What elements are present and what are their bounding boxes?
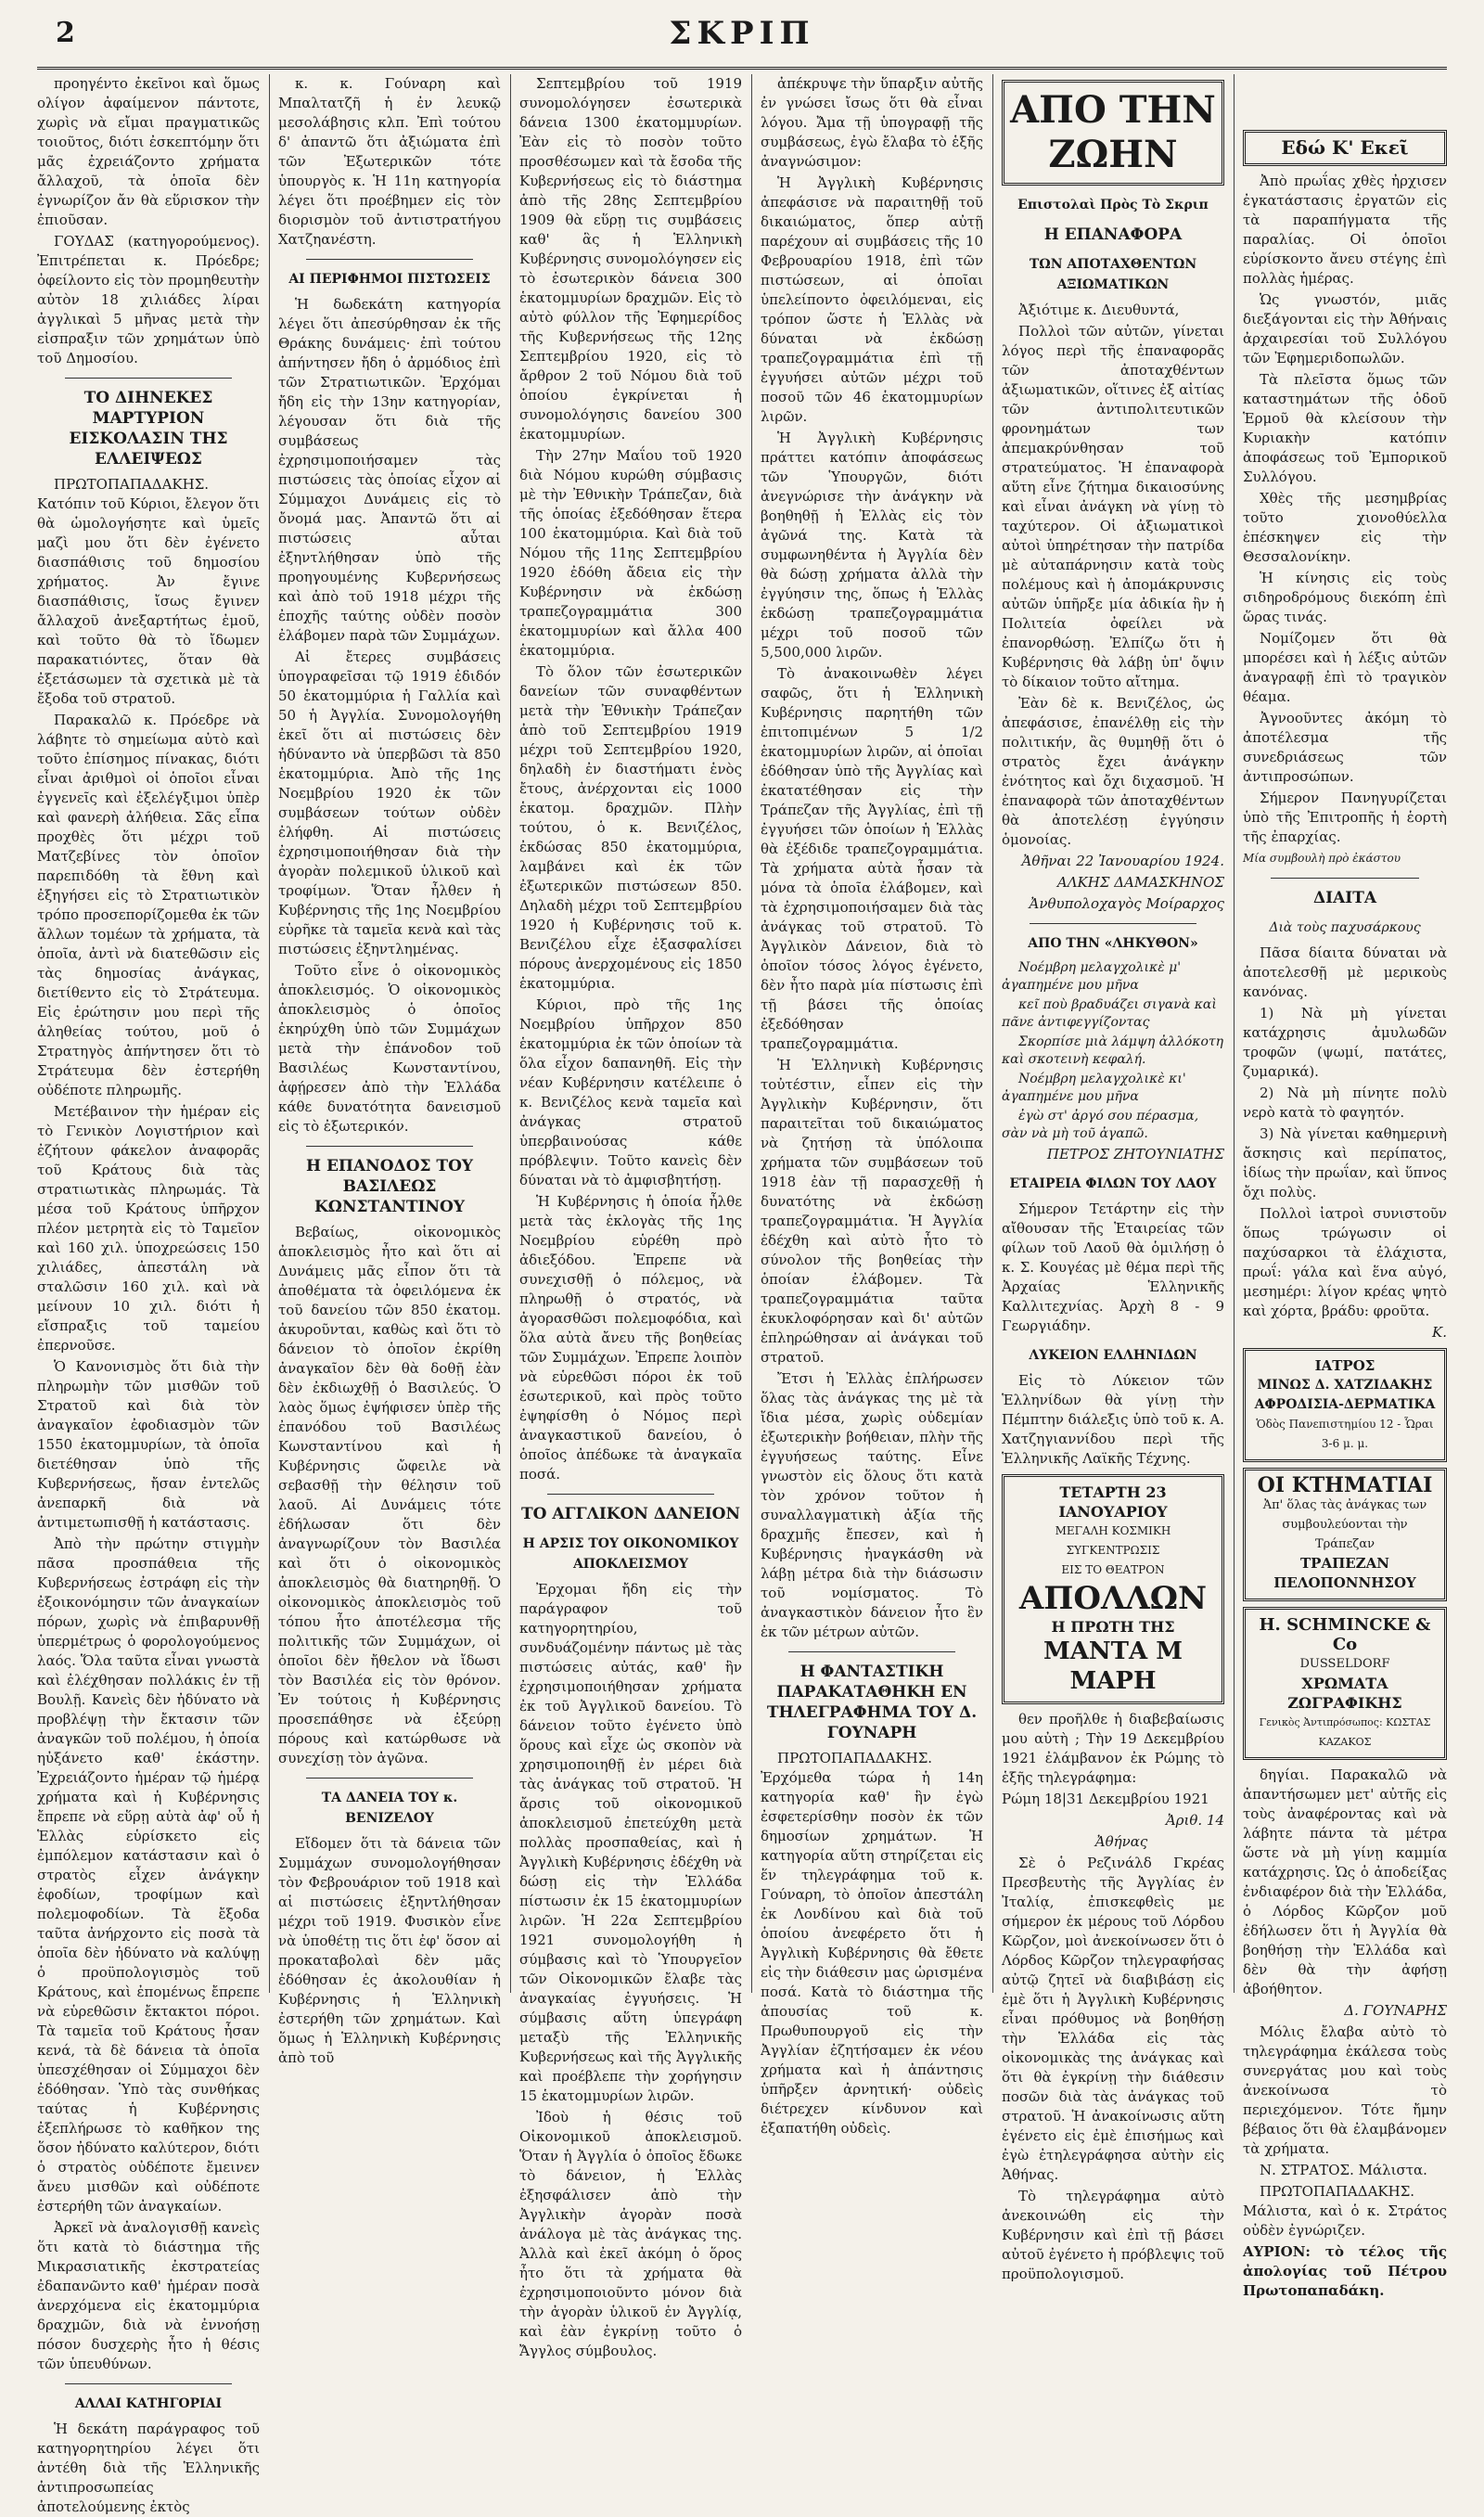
article-text: Ἡ Ἀγγλικὴ Κυβέρνησις πράττει κατόπιν ἀποφάσεως τῶν Ὑπουργῶν, διότι ἀνεγνώρισε τὴν ἀνάγκην νὰ βοηθηθῇ ἡ Ἑλλὰς εἰς τὸν ἀγῶνά της. Κατὰ τὰ συμφωνηθέντα ἡ Ἀγγλία δὲν θὰ δώσῃ χρήματα ἀλλὰ τὴν ἐγγύησιν της, ὅπως ἡ Ἑλλὰς ἐκδώσῃ τραπεζογραμμάτια μέχρι τοῦ ποσοῦ τῶν 5,500,000 λιρῶν.: [761, 430, 983, 661]
signature: Δ. ΓΟΥΝΑΡΗΣ: [1344, 2002, 1447, 2019]
column-1: [37, 74, 260, 2515]
caption: Μία συμβουλὴ πρὸ ἐκάστου: [1243, 852, 1401, 865]
news-item: Νομίζομεν ὅτι θὰ μπορέσει καὶ ἡ λέξις αὐτῶν ἀναγραφῇ ἐπὶ τὸ τραγικὸν θέαμα.: [1243, 630, 1447, 705]
column-rule: [751, 74, 752, 1993]
section-heading: ΤΟ ΑΓΓΛΙΚΟΝ ΔΑΝΕΙΟΝ: [520, 1505, 741, 1523]
ad-subtitle: ΜΕΓΑΛΗ ΚΟΣΜΙΚΗ ΣΥΓΚΕΝΤΡΩΣΙΣ: [1055, 1524, 1171, 1557]
article-text: Σήμερον Τετάρτην εἰς τὴν αἴθουσαν τῆς Ἑταιρείας τῶν φίλων τοῦ Λαοῦ θὰ ὁμιλήσῃ ὁ κ. Σ. Κουγέας μὲ θέμα περὶ τῆς Ἀρχαίας Ἑλληνικῆς Καλλιτεχνίας. Ἀρχὴ 8 - 9 Γεωργιάδην.: [1002, 1201, 1224, 1334]
dateline: Ρώμη 18|31 Δεκεμβρίου 1921: [1002, 1791, 1209, 1807]
doctor-address: Ὁδὸς Πανεπιστημίου 12 - Ὧραι 3-6 μ. μ.: [1256, 1418, 1434, 1450]
doctor-specialty: ΑΦΡΟΔΙΣΙΑ-ΔΕΡΜΑΤΙΚΑ: [1254, 1397, 1436, 1412]
article-text: Σὲ ὁ Ρεζινάλδ Γκρέας Πρεσβευτὴς τῆς Ἀγγλίας ἐν Ἰταλίᾳ, ἐπισκεφθεὶς με σήμερον ἐκ μέρους τοῦ Λόρδου Κῶρζον, μοὶ ἀνεκοίνωσεν ὅτι ὁ Λόρδος Κῶρζον τηλεγραφήσας αὐτῷ ζητεῖ νὰ διαβιβάσῃ εἰς ἐμὲ ὅτι ἡ Ἀγγλικὴ Κυβέρνησις εἶναι πρόθυμος νὰ βοηθήσῃ τὴν Ἑλλάδα εἰς τὰς οἰκονομικὰς της ἀνάγκας καὶ ὅτι θὰ ἐγκρίνῃ τὴν διάθεσιν ποσῶν διὰ τὰς ἀνάγκας τοῦ στρατοῦ. Ἡ ἀνακοίνωσις αὕτη ἐγένετο εἰς ἐμὲ ἐπισήμως καὶ ἐγὼ ἐτηλεγράφησα αὐτὴν εἰς Ἀθήνας.: [1002, 1855, 1224, 2183]
news-box: [1243, 130, 1447, 166]
article-text: Τὸ ὅλον τῶν ἐσωτερικῶν δανείων τῶν συναφθέντων μετὰ τὴν Ἐθνικὴν Τράπεζαν ἀπὸ τοῦ Σεπτεμβρίου 1919 μέχρι τοῦ Σεπτεμβρίου 1920, δηλαδὴ ἐν διαστήματι ἑνὸς ἔτους, ἀνέρχονται εἰς 1000 ἑκατομ. δραχμῶν. Πλὴν τούτου, ὁ κ. Βενιζέλος, ἐκδώσας 850 ἑκατομμύρια, λαμβάνει καὶ ἐκ τῶν ἐξωτερικῶν πιστώσεων 850. Δηλαδὴ μέχρι τοῦ Σεπτεμβρίου 1920 ἡ Κυβέρνησις τοῦ κ. Βενιζέλου εἶχε ἐξασφαλίσει πόρους ἀνερχομένους εἰς 1850 ἑκατομμύρια.: [519, 663, 742, 992]
poet-name: ΠΕΤΡΟΣ ΖΗΤΟΥΝΙΑΤΗΣ: [1046, 1146, 1224, 1162]
letter-signature: ΑΛΚΗΣ ΔΑΜΑΣΚΗΝΟΣ: [1056, 874, 1224, 891]
article-text: Εἴδομεν ὅτι τὰ δάνεια τῶν Συμμάχων συνομολογήθησαν τὸν Φεβρουάριον τοῦ 1918 καὶ αἱ πιστώσεις ἐξηντλήθησαν μέχρι τοῦ 1919. Φυσικὸν εἶνε νὰ ὑποθέτῃ τις ὅτι ἐφ' ὅσον αἱ προκαταβολαὶ δὲν μᾶς ἐδόθησαν ἐς ἀκολουθίαν ἡ Κυβέρνησις ἡ Ἑλληνικὴ ἐστερήθη τῶν χρημάτων. Καὶ ὅμως ἡ Ἑλληνικὴ Κυβέρνησις ἀπὸ τοῦ: [278, 1835, 501, 2066]
poem-line: Νοέμβρη μελαγχολικὲ κι' ἀγαπημένε μου μῆνα: [1002, 1072, 1186, 1104]
page-header: [37, 11, 1447, 70]
news-item: Ἀπὸ πρωΐας χθὲς ἠρχισεν ἐγκατάστασις ἐργατῶν εἰς τὰ παραπήγματα τῆς παραλίας. Οἱ ὁποῖοι εὑρίσκοντο ἄνευ στέγης ἐπὶ πολλὰς ἡμέρας.: [1243, 173, 1447, 287]
ad-first: Η ΠΡΩΤΗ ΤΗΣ: [1051, 1618, 1175, 1636]
article-text: Σεπτεμβρίου τοῦ 1919 συνομολόγησεν ἐσωτερικὰ δάνεια 1300 ἑκατομμυρίων. Ἐὰν εἰς τὸ ποσὸν τοῦτο προσθέσωμεν καὶ τὰ ἔσοδα τῆς Κυβερνήσεως εἰς τὸ διάστημα ἀπὸ τῆς 28ης Σεπτεμβρίου 1909 θὰ εὕρῃ τις συμβάσεις καθ' ἃς ἡ Ἑλληνικὴ Κυβέρνησις συνομολόγησεν εἰς τὸ ἐσωτερικὸν δάνεια 300 ἑκατομμυρίων δραχμῶν. Εἰς τὸ αὐτὸ φύλλον τῆς Ἐφημερίδος τῆς Κυβερνήσεως τῆς 12ης Σεπτεμβρίου 1920, εἰς τὸ ἄρθρον 2 τοῦ Νόμου διὰ τοῦ ὁποίου ἐγκρίνεται ἡ συνομολόγησις δανείου 300 ἑκατομμυρίων.: [519, 75, 742, 443]
article-text: Ἡ Κυβέρνησις ἡ ὁποία ἦλθε μετὰ τὰς ἐκλογὰς τῆς 1ης Νοεμβρίου εὑρέθη πρὸ ἀδιεξόδου. Ἐπρεπε νὰ συνεχισθῇ ὁ πόλεμος, νὰ πληρωθῇ ὁ στρατός, νὰ ἀγορασθῶσι πολεμοφόδια, καὶ ὅλα αὐτὰ ἄνευ τῆς βοηθείας τῶν Συμμάχων. Ἐπρεπε λοιπὸν νὰ εὑρεθῶσι πόροι ἐκ τοῦ ἐσωτερικοῦ, καὶ πρὸς τοῦτο ἐψηφίσθη ὁ Νόμος περὶ ἀναγκαστικοῦ δανείου, ὁ ὁποῖος ἀπέδωκε τὰ ἀναγκαῖα ποσά.: [519, 1193, 742, 1483]
article-text: Παρακαλῶ κ. Πρόεδρε νὰ λάβητε τὸ σημείωμα αὐτὸ καὶ τοῦτο ἐπίσημος πίνακας, διότι εἶναι ἀριθμοὶ οἱ ὁποῖοι εἶναι ἐγγενεῖς καὶ ἐξελέγξιμοι ὑπὲρ καὶ φανερὴ ἀλήθεια. Σᾶς εἶπα προχθὲς ὅτι μέχρι τοῦ Ματζεβίνες τὸν ὁποῖον παρεπιδόθη τὰ ἔθνη καὶ ἐξηγήσει εἰς τὸ Στρατιωτικὸν τρόπο προσεπορίζομεθα ἐκ τῶν ἄλλων τομέων τὰ χρήματα, τὰ ὁποῖα, ἀντὶ νὰ διατεθῶσιν εἰς τὰς δημοσίας ἀνάγκας, διετίθεντο εἰς τὸ Στράτευμα. Εἰς ἐρώτησιν μου περὶ τῆς ἀληθείας τούτου, μοῦ ὁ Στρατηγὸς ἀπήντησεν ὅτι τὸ Στράτευμα δὲν ἐστερήθη οὐδέποτε πληρωμῆς.: [37, 712, 260, 1098]
section-heading: ΛΥΚΕΙΟΝ ΕΛΛΗΝΙΔΩΝ: [1029, 1348, 1197, 1363]
article-text: Τὸ ἀνακοινωθὲν λέγει σαφῶς, ὅτι ἡ Ἑλληνικὴ Κυβέρνησις παρητήθη τῶν ἐπιτοπιμένων 5 1/2 ἑκατομμυρίων λιρῶν, αἱ ὁποῖαι ἐδόθησαν ὑπὸ τῆς Ἀγγλίας καὶ ἐκατατέθησαν εἰς τὴν Τράπεζαν τῆς Ἀγγλίας, ἐπὶ τῇ ἐγγυήσει τῶν ὁποίων ἡ Ἑλλὰς θὰ ἐξέδιδε τραπεζογραμμάτια. Τὰ χρήματα αὐτὰ ἦσαν τὰ μόνα τὰ ὁποῖα ἐλάβομεν, καὶ τὰ ἐχρησιμοποιήσαμεν διὰ τὰς ἀνάγκας τοῦ στρατοῦ. Τὸ Ἀγγλικὸν Δάνειον, διὰ τὸ ὁποῖον τόσος λόγος ἐγένετο, δὲν ἦτο παρὰ μία πίστωσις ἐπὶ τῇ βάσει τῆς ὁποίας ἐξεδόθησαν τραπεζογραμμάτια.: [761, 665, 983, 1052]
article-text: Τὴν 27ην Μαΐου τοῦ 1920 διὰ Νόμου κυρώθη σύμβασις μὲ τὴν Ἐθνικὴν Τράπεζαν, διὰ τῆς ὁποίας ἐξεδόθησαν ἕτερα 100 ἑκατομμύρια. Καὶ διὰ τοῦ Νόμου τῆς 11ης Σεπτεμβρίου 1920 ἐδόθη ἄδεια εἰς τὴν Κυβέρνησιν νὰ ἐκδώσῃ τραπεζογραμμάτια 300 ἑκατομμυρίων καὶ ἄλλα 400 ἑκατομμύρια.: [519, 447, 742, 659]
ad-city: DUSSELDORF: [1299, 1657, 1390, 1671]
section-heading: ΑΠΟ ΤΗΝ «ΛΗΚΥΘΟΝ»: [1028, 936, 1198, 951]
divider: [65, 2383, 232, 2384]
section-subheading: Η ΑΡΣΙΣ ΤΟΥ ΟΙΚΟΝΟΜΙΚΟΥ ΑΠΟΚΛΕΙΣΜΟΥ: [522, 1536, 739, 1572]
article-text: προηγέντο ἐκεῖνοι καὶ ὅμως ολίγον ἀφαίμενον πάντοτε, χωρὶς νὰ εἴμαι πραγματικῶς τοιοῦτος, διότι ἐσκεπτόμην ὅτι μᾶς ἐχρειάζοντο χρήματα ἄλλαχοῦ, τὰ ὁποῖα δὲν ἐγνωρίζον ἄν θὰ εὕρισκον τὴν ἐπιοῦσαν.: [37, 75, 260, 228]
article-text: Ἐρχομαι ἤδη εἰς τὴν παράγραφον τοῦ κατηγορητηρίου, συνδυάζομένην πάντως μὲ τὰς πιστώσεις αὐτάς, καθ' ἣν ἐχρησιμοποιήθησαν χρήματα ἐκ τοῦ Ἀγγλικοῦ δανείου. Τὸ δάνειον τοῦτο ἐγένετο ὑπὸ ὅρους καὶ εἶχε ὡς σκοπὸν νὰ χρησιμοποιηθῇ ἐν μέρει διὰ τὰς ἀνάγκας τοῦ στρατοῦ. Ἡ ἄρσις τοῦ οἰκονομικοῦ ἀποκλεισμοῦ ἐπετεύχθη μετὰ πολλὰς προσπαθείας, καὶ ἡ Ἀγγλικὴ Κυβέρνησις ἐδέχθη νὰ δώσῃ εἰς τὴν Ἑλλάδα πίστωσιν ἐκ 15 ἑκατομμυρίων λιρῶν. Ἡ 22α Σεπτεμβρίου 1921 συνομολογήθη ἡ σύμβασις καὶ τὸ Ὑπουργεῖον τῶν Οἰκονομικῶν ἔλαβε τὰς ἀναγκαίας ἐγγυήσεις. Ἡ σύμβασις αὕτη ὑπεγράφη μεταξὺ τῆς Ἑλληνικῆς Κυβερνήσεως καὶ τῆς Ἀγγλικῆς καὶ προέβλεπε τὴν χορήγησιν 15 ἑκατομμυρίων λιρῶν.: [519, 1581, 742, 2104]
column-rule: [992, 74, 993, 1993]
column-rule: [1234, 74, 1235, 1993]
article-text: Πολλοὶ τῶν αὐτῶν, γίνεται λόγος περὶ τῆς ἐπαναφορᾶς τῶν ἀποταχθέντων ἀξιωματικῶν, οἵτινες ἐξ αἰτίας τῶν ἀντιπολιτευτικῶν φρονημάτων των ἀπεμακρύνθησαν τοῦ στρατεύματος. Ἡ ἐπαναφορὰ αὕτη εἶνε ζήτημα δικαιοσύνης καὶ εἶναι ἀνάγκη νὰ γίνῃ τὸ ταχύτερον. Οἱ ἀξιωματικοὶ αὐτοὶ ὑπηρέτησαν τὴν πατρίδα μὲ αὐταπάρνησιν κατὰ τοὺς πολέμους καὶ ἡ ἀπομάκρυνσις αὐτῶν ὑπῆρξε μία ἀδικία ἣν ἡ Πολιτεία ὀφείλει νὰ ἐπανορθώσῃ. Ἐλπίζω ὅτι ἡ Κυβέρνησις θὰ λάβῃ ὑπ' ὄψιν τὸ δίκαιον τοῦτο αἴτημα.: [1002, 323, 1224, 690]
ad-play: ΜΑΝΤΑ Μ ΜΑΡΗ: [1043, 1637, 1183, 1695]
box-heading: Εδώ Κ' Εκεῖ: [1281, 136, 1409, 159]
section-heading: ΑΛΛΑΙ ΚΑΤΗΓΟΡΙΑΙ: [74, 2396, 223, 2411]
news-item: Ἡ κίνησις εἰς τοὺς σιδηροδρόμους διεκόπη ἐπὶ ὥρας τινάς.: [1243, 570, 1447, 625]
ad-heading: ΙΑΤΡΟΣ: [1314, 1357, 1375, 1374]
letter-signature-title: Ἀνθυπολοχαγὸς Μοίραρχος: [1029, 895, 1224, 912]
paints-ad: [1243, 1607, 1447, 1760]
divider: [306, 259, 473, 260]
section-heading: ΤΑ ΔΑΝΕΙΑ ΤΟΥ κ. ΒΕΝΙΖΕΛΟΥ: [321, 1791, 458, 1826]
column-rule: [269, 74, 270, 1993]
column-rule: [510, 74, 511, 1993]
article-text: Ἔτσι ἡ Ἑλλὰς ἐπλήρωσεν ὅλας τὰς ἀνάγκας της μὲ τὰ ἴδια μέσα, χωρὶς οὐδεμίαν ἐξωτερικὴν βοήθειαν, πλὴν τῆς ἐγγυήσεως ταύτης. Εἶνε γνωστὸν εἰς ὅλους ὅτι κατὰ τὸν χρόνον τοῦτον ἡ συναλλαγματικὴ ἀξία τῆς δραχμῆς ἔπεσεν, καὶ ἡ Κυβέρνησις ἠναγκάσθη νὰ λάβῃ μέτρα διὰ τὴν διάσωσιν τοῦ νομίσματος. Τὸ ἀναγκαστικὸν δάνειον ἦτο ἓν ἐκ τῶν μέτρων αὐτῶν.: [761, 1370, 983, 1640]
divider: [65, 378, 232, 379]
article-text: δηγίαι. Παρακαλῶ νὰ ἀπαντήσωμεν μετ' αὐτῆς εἰς τοὺς ἀναφέροντας καὶ νὰ λάβητε πάντα τὰ μέτρα ὥστε νὰ μὴ γίνῃ καμμία κατάχρησις. Ὡς ὁ ἀποδείξας ἐνδιαφέρον διὰ τὴν Ἑλλάδα, ὁ Λόρδος Κῶρζον μοῦ ἐδήλωσεν ὅτι ἡ Ἀγγλία θὰ βοηθήσῃ τὴν Ἑλλάδα καὶ δὲν θὰ τὴν ἀφήσῃ ἀβοήθητον.: [1243, 1766, 1447, 1997]
article-text: Εἰς τὸ Λύκειον τῶν Ἑλληνίδων θὰ γίνῃ τὴν Πέμπτην διάλεξις ὑπὸ τοῦ κ. Α. Χατζηγιαννίδου περὶ τῆς Ἑλληνικῆς Λαϊκῆς Τέχνης.: [1002, 1372, 1224, 1467]
article-text: Πολλοὶ ἰατροὶ συνιστοῦν ὅπως τρώγωσιν οἱ παχύσαρκοι τὰ ἐλάχιστα, πρωΐ: γάλα καὶ ἕνα αὐγό, μεσημέρι: λίγον κρέας ψητὸ καὶ χόρτα, βράδυ: φροῦτα.: [1243, 1205, 1447, 1319]
article-text: Ἀπὸ τὴν πρώτην στιγμὴν πᾶσα προσπάθεια τῆς Κυβερνήσεως ἐστράφη εἰς τὴν ἐξοικονόμησιν τῶν ἀναγκαίων πόρων, χωρὶς νὰ ἐπιβαρυνθῇ ὑπερμέτρως ὁ φορολογούμενος λαός. Ὅλα ταῦτα εἶναι γνωστὰ καὶ ἐλέχθησαν πολλάκις ἐν τῇ Βουλῇ. Κανεὶς δὲν ἠδύνατο νὰ προβλέψῃ τὴν ἔκτασιν τῶν ἀναγκῶν τοῦ πολέμου, ἡ ὁποία ηὐξάνετο καθ' ἑκάστην. Ἐχρειάζοντο ἡμέραν τῷ ἡμέρᾳ χρήματα καὶ ἡ Κυβέρνησις ἔπρεπε νὰ εὕρῃ αὐτὰ ἀφ' οὗ ἡ Ἑλλὰς εὑρίσκετο εἰς ἐμπόλεμον κατάστασιν καὶ ὁ στρατὸς εἶχεν ἀνάγκην ἐφοδίων, τροφίμων καὶ πολεμοφοδίων. Τὰ ἔξοδα ταῦτα ἀνήρχοντο εἰς ποσὰ τὰ ὁποῖα δὲν ἠδύνατο νὰ καλύψῃ ὁ προϋπολογισμὸς τοῦ Κράτους, καὶ ἐπομένως ἔπρεπε νὰ εὑρεθῶσιν ἔκτακτοι πόροι. Τὰ ταμεῖα τοῦ Κράτους ἦσαν κενά, τὰ δὲ δάνεια τὰ ὁποῖα ὑπεσχέθησαν οἱ Σύμμαχοι δὲν ἐδόθησαν. Ὑπὸ τὰς συνθήκας ταύτας ἡ Κυβέρνησις ἐξεπλήρωσε τὸ καθῆκον της ὅσον ἠδύνατο καλύτερον, διότι ὁ στρατὸς οὐδέποτε ἔμεινεν ἄνευ μισθῶν καὶ οὐδέποτε ἐστερήθη τῶν ἀναγκαίων.: [37, 1535, 260, 2215]
page-number: 2: [56, 17, 75, 49]
article-text: Μόλις ἔλαβα αὐτὸ τὸ τηλεγράφημα ἐκάλεσα τοὺς συνεργάτας μου καὶ τοὺς ἀνεκοίνωσα τὸ περιεχόμενον. Τότε ἤμην βέβαιος ὅτι θὰ ἐλαμβάνομεν τὰ χρήματα.: [1243, 2023, 1447, 2157]
poem-line: Σκορπίσε μιὰ λάμψη ἀλλόκοτη καὶ σκοτεινὴ κεφαλή.: [1002, 1034, 1224, 1067]
divider: [1271, 878, 1419, 879]
article-text: Ἡ δεκάτη παράγραφος τοῦ κατηγορητηρίου λέγει ὅτι ἀντέθη διὰ τῆς Ἑλληνικῆς ἀντιπροσωπείας ἀποτελούμενης ἐκτὸς: [37, 2421, 260, 2515]
poem-line: Νοέμβρη μελαγχολικὲ μ' ἀγαπημένε μου μῆνα: [1002, 960, 1182, 993]
divider: [547, 1494, 714, 1495]
banner-box: [1002, 80, 1224, 186]
ad-theatre: ΑΠΟΛΛΩΝ: [1018, 1580, 1208, 1617]
article-text: ΓΟΥΔΑΣ (κατηγορούμενος). Ἐπιτρέπεται κ. Πρόεδρε; ὀφείλοντο εἰς τὸν προμηθευτὴν αὐτὸν 18 χιλιάδες λίραι ἀγγλικαὶ 5 μῆνας μετὰ τὴν εἰσπραξιν τῶν χρημάτων ὑπὸ τοῦ Δημοσίου.: [37, 233, 260, 366]
article-text: Ἡ Ἀγγλικὴ Κυβέρνησις ἀπεφάσισε νὰ παραιτηθῇ τοῦ δικαιώματος, ὅπερ αὐτῇ παρέχουν αἱ συμβάσεις τῆς 10 Φεβρουαρίου 1918, ἐπὶ τῶν πιστώσεων, αἱ ὁποῖαι ὑπελείποντο ὀφειλόμεναι, εἰς τρόπον ὥστε ἡ Ἑλλὰς νὰ δύναται νὰ ἐκδώσῃ τραπεζογραμμάτια ἐπὶ τῇ ἐγγυήσει αὐτῶν μέχρι τοῦ ποσοῦ τῶν 46 ἑκατομμυρίων λιρῶν.: [761, 174, 983, 425]
article-text: Ἐὰν δὲ κ. Βενιζέλος, ὡς ἀπεφάσισε, ἐπανέλθῃ εἰς τὴν πολιτικήν, ἂς θυμηθῇ ὅτι ὁ στρατὸς ἔχει ἀνάγκην ἐνότητος καὶ ὄχι διχασμοῦ. Ἡ ἐπαναφορὰ τῶν ἀποταχθέντων θὰ ἀποτελέσῃ ἐγγύησιν ὁμονοίας.: [1002, 695, 1224, 848]
news-item: Τὰ πλεῖστα ὅμως τῶν καταστημάτων τῆς ὁδοῦ Ἑρμοῦ θὰ κλείσουν τὴν Κυριακὴν κατόπιν ἀποφάσεως τοῦ Ἐμπορικοῦ Συλλόγου.: [1243, 371, 1447, 485]
news-item: Σήμερον Πανηγυρίζεται ὑπὸ τῆς Ἐπιτροπῆς ἡ ἑορτὴ τῆς ἐπαρχίας.: [1243, 790, 1447, 845]
article-text: Μετέβαινον τὴν ἡμέραν εἰς τὸ Γενικὸν Λογιστήριον καὶ ἐζήτουν φάκελον ἀναφορᾶς τοῦ Κράτους διὰ τὰς στρατιωτικὰς πληρωμάς. Τὰ μέσα τοῦ Κράτους ὑπῆρχον πλέον μετρητὰ εἰς τὸ Ταμεῖον καὶ 160 χιλ. ὑποχρεώσεις 150 χιλιάδες, ἀπεστάλη νὰ σταλῶσιν 160 χιλ. καὶ νὰ μείνουν 10 χιλ. διότι ἡ εἴσπραξις τοῦ ταμείου ἐπερνοῦσε.: [37, 1103, 260, 1354]
article-text: Ὁ Κανονισμὸς ὅτι διὰ τὴν πληρωμὴν τῶν μισθῶν τοῦ Στρατοῦ καὶ διὰ τὸν ἀναγκαῖον ἐφοδιασμὸν τῶν 1550 ἑκατομμυρίων, τὰ ὁποῖα διετέθησαν ὑπὸ τῆς Κυβερνήσεως, ἤσαν ἐντελῶς ἀνεπαρκῆ διὰ νὰ ἀντιμετωπισθῇ ἡ κατάστασις.: [37, 1358, 260, 1531]
doctor-ad: [1243, 1348, 1447, 1462]
news-item: Ἀγνοοῦντες ἀκόμη τὸ ἀποτέλεσμα τῆς συνεδριάσεως τῶν ἀντιπροσώπων.: [1243, 710, 1447, 785]
ad-body: Ἀπ' ὅλας τὰς ἀνάγκας των συμβουλεύονται τὴν Τράπεζαν: [1262, 1498, 1427, 1551]
article-text: Τοῦτο εἶνε ὁ οἰκονομικὸς ἀποκλεισμός. Ὁ οἰκονομικὸς ἀποκλεισμὸς ὁ ὁποῖος ἐκηρύχθη ὑπὸ τῶν Συμμάχων μετὰ τὴν ἐπάνοδον τοῦ Βασιλέως Κωνσταντίνου, ἀφῄρεσεν ἀπὸ τὴν Ἑλλάδα κάθε δυνατότητα δανεισμοῦ εἰς τὸ ἐξωτερικόν.: [278, 962, 501, 1135]
section-heading: ΤΟ ΔΙΗΝΕΚΕΣ ΜΑΡΤΥΡΙΟΝ ΕΙΣΚΟΛΑΣΙΝ ΤΗΣ ΕΛΛΕΙΨΕΩΣ: [69, 389, 228, 469]
article-text: Ἀξιότιμε κ. Διευθυντά,: [1018, 302, 1180, 318]
letter-date: Ἀθῆναι 22 Ἰανουαρίου 1924.: [1021, 853, 1224, 869]
article-text: Βεβαίως, οἰκονομικὸς ἀποκλεισμὸς ἦτο καὶ ὅτι αἱ Δυνάμεις μᾶς εἶπον ὅτι τὰ ἀποθέματα τὰ ὀφειλόμενα ἐκ τοῦ δανείου τῶν 850 ἑκατομ. ἀκυροῦνται, καθὼς καὶ ὅτι τὸ δάνειον τὸ ὁποῖον ἐκρίθη ἀναγκαῖον δὲν θὰ δοθῇ ἐὰν δὲν ἐκδιωχθῇ ὁ Βασιλεύς. Ὁ λαὸς ὅμως ἐψήφισεν ὑπὲρ τῆς ἐπανόδου τοῦ Βασιλέως Κωνσταντίνου καὶ ἡ Κυβέρνησις ὤφειλε νὰ σεβασθῇ τὴν θέλησιν τοῦ λαοῦ. Αἱ Δυνάμεις τότε ἐδήλωσαν ὅτι δὲν ἀναγνωρίζουν τὸν Βασιλέα καὶ ὅτι ὁ οἰκονομικὸς ἀποκλεισμὸς θὰ διατηρηθῇ. Ὁ οἰκονομικὸς ἀποκλεισμὸς τοῦ τόπου ἦτο ἀποτέλεσμα τῆς πολιτικῆς τῶν Συμμάχων, οἱ ὁποῖοι δὲν ἤθελον νὰ ἴδωσι τὸν Βασιλέα εἰς τὸν θρόνον. Ἐν τούτοις ἡ Κυβέρνησις προσεπάθησε νὰ ἐξεύρῃ πόρους καὶ κατώρθωσε νὰ συνεχίσῃ τὸν ἀγῶνα.: [278, 1224, 501, 1766]
column-6: [1243, 74, 1447, 2299]
article-text: κ. κ. Γούναρη καὶ Μπαλτατζῆ ἡ ἐν λευκῷ μεσολάβησις κλπ. Ἐπὶ τούτου δ' ἀπαντῶ ὅτι ἀξιώματα ἐπὶ τῶν Ἐξωτερικῶν τότε ὑπουργὸς κ. Ἡ 11η κατηγορία λέγει ὅτι προέβημεν εἰς τὸν διορισμὸν τοῦ ἀντιστρατήγου Χατζηανέστη.: [278, 75, 501, 248]
article-text: 1) Νὰ μὴ γίνεται κατάχρησις ἀμυλωδῶν τροφῶν (ψωμί, πατάτες, ζυμαρικά).: [1243, 1005, 1447, 1080]
ad-bank-name: ΤΡΑΠΕΖΑΝ ΠΕΛΟΠΟΝΝΗΣΟΥ: [1273, 1555, 1416, 1591]
section-heading: Η ΕΠΑΝΑΦΟΡΑ: [1043, 225, 1183, 244]
letters-heading: Επιστολαὶ Πρὸς Τὸ Σκριπ: [1017, 198, 1209, 212]
article-text: Ἀρκεῖ νὰ ἀναλογισθῇ κανεὶς ὅτι κατὰ τὸ διάστημα τῆς Μικρασιατικῆς ἐκστρατείας ἐδαπανῶντο καθ' ἡμέραν ποσὰ ἀνερχόμενα εἰς ἑκατομμύρια δραχμῶν, διὰ νὰ ἐννοήσῃ πόσον δυσχερὴς ἦτο ἡ θέσις τῶν ὑπευθύνων.: [37, 2219, 260, 2372]
article-text: 3) Νὰ γίνεται καθημερινὴ ἄσκησις καὶ περίπατος, ἰδίως τὴν πρωΐαν, καὶ ὕπνος ὄχι πολὺς.: [1243, 1125, 1447, 1201]
article-text: ἀπέκρυψε τὴν ὕπαρξιν αὐτῆς ἐν γνώσει ἴσως ὅτι θὰ εἶναι λόγου. Ἄμα τῇ ὑπογραφῇ τῆς συμβάσεως, ἐγὼ ἔλαβα τὸ ἑξῆς ἀναγνώσιμον:: [761, 75, 983, 170]
ad-date: ΤΕΤΑΡΤΗ 23 ΙΑΝΟΥΑΡΙΟΥ: [1058, 1483, 1168, 1521]
article-text: Κύριοι, πρὸ τῆς 1ης Νοεμβρίου ὑπῆρχον 850 ἑκατομμύρια ἐκ τῶν ὁποίων τὰ ὅλα εἶχον δαπανηθῆ. Εἰς τὴν νέαν Κυβέρνησιν κατέλειπε ὁ κ. Βενιζέλος κενὰ ταμεῖα καὶ ἀνάγκας στρατοῦ ὑπερβαινούσας κάθε πρόβλεψιν. Τοῦτο κανεὶς δὲν δύναται νὰ τὸ ἀμφισβητήσῃ.: [519, 996, 742, 1188]
section-heading: ΔΙΑΙΤΑ: [1312, 889, 1377, 907]
bank-ad: [1243, 1468, 1447, 1601]
doctor-name: ΜΙΝΩΣ Δ. ΧΑΤΖΙΔΑΚΗΣ: [1257, 1378, 1433, 1393]
article-text: θεν προῆλθε ἡ διαβεβαίωσις μου αὐτὴ ; Τὴν 19 Δεκεμβρίου 1921 ἐλάμβανον ἐκ Ρώμης τὸ ἑξῆς τηλεγράφημα:: [1002, 1711, 1224, 1786]
divider: [306, 1778, 473, 1779]
column-3: [519, 74, 742, 2359]
section-subheading: ΤΩΝ ΑΠΟΤΑΧΘΕΝΤΩΝ ΑΞΙΩΜΑΤΙΚΩΝ: [1029, 257, 1197, 292]
article-text: ΠΡΩΤΟΠΑΠΑΔΑΚΗΣ. Κατόπιν τοῦ Κύριοι, ἔλεγον ὅτι θὰ ὡμολογήσητε καὶ ὑμεῖς μαζὶ μου ὅτι δὲν ἐγένετο διασπάθισις τοῦ δημοσίου χρήματος. Ἀν ἔγινε διασπάθισις, ἴσως ἔγινεν ἄλλαχοῦ ἀνεξαρτήτως ἐμοῦ, καὶ τοῦτο θὰ τὸ ἴδωμεν παρακατιόντες, ὅταν θὰ ἐξετάσωμεν τὰ σχετικὰ μὲ τὰ ἔξοδα τοῦ στρατοῦ.: [37, 476, 260, 707]
section-heading: Η ΕΠΑΝΟΔΟΣ ΤΟΥ ΒΑΣΙΛΕΩΣ ΚΩΝΣΤΑΝΤΙΝΟΥ: [305, 1157, 474, 1216]
column-4: [761, 74, 983, 2137]
article-text: Ἡ Ἑλληνικὴ Κυβέρνησις τοὐτέστιν, εἶπεν εἰς τὴν Ἀγγλικὴν Κυβέρνησιν, ὅτι παραιτεῖται τοῦ δικαιώματος νὰ ζητήσῃ τὰ ὑπόλοιπα χρήματα τῶν συμβάσεων τοῦ 1918 ἐὰν τῇ παρασχεθῇ ἡ δυνατότης νὰ ἐκδώσῃ τραπεζογραμμάτια. Ἡ Ἀγγλία ἐδέχθη καὶ αὐτὸ ἦτο τὸ σύνολον τῆς βοηθείας τὴν ὁποίαν ἐλάβομεν. Τὰ τραπεζογραμμάτια ταῦτα ἐκυκλοφόρησαν καὶ δι' αὐτῶν ἐπληρώθησαν αἱ ἀνάγκαι τοῦ στρατοῦ.: [761, 1057, 983, 1366]
newspaper-title: ΣΚΡΙΠ: [669, 15, 815, 52]
ad-heading: H. SCHMINCKE & Co: [1259, 1615, 1431, 1654]
section-heading: ΕΤΑΙΡΕΙΑ ΦΙΛΩΝ ΤΟΥ ΛΑΟΥ: [1009, 1176, 1217, 1191]
section-heading: Η ΦΑΝΤΑΣΤΙΚΗ ΠΑΡΑΚΑΤΑΘΗΚΗ ΕΝ ΤΗΛΕΓΡΑΦΗΜΑ ΤΟΥ Δ. ΓΟΥΝΑΡΗ: [766, 1663, 978, 1742]
article-text: Ν. ΣΤΡΑΤΟΣ. Μάλιστα.: [1260, 2162, 1427, 2178]
banner-title: ΑΠΟ ΤΗΝ ΖΩΗΝ: [1010, 88, 1216, 176]
article-text: Τὸ τηλεγράφημα αὐτὸ ἀνεκοινώθη εἰς τὴν Κυβέρνησιν καὶ ἐπὶ τῇ βάσει αὐτοῦ ἐγένετο ἡ πρόβλεψις τοῦ προϋπολογισμοῦ.: [1002, 2188, 1224, 2282]
article-text: ΠΡΩΤΟΠΑΠΑΔΑΚΗΣ. Μάλιστα, καὶ ὁ κ. Στράτος οὐδὲν ἐγνώριζεν.: [1243, 2183, 1447, 2239]
signature: Κ.: [1432, 1324, 1447, 1341]
ad-body: ΧΡΩΜΑΤΑ ΖΩΓΡΑΦΙΚΗΣ: [1287, 1675, 1402, 1712]
poem-line: κεῖ ποὺ βραδυάζει σιγανὰ καὶ πᾶνε ἀντιφεγγίζοντας: [1002, 997, 1217, 1030]
column-5: [1002, 74, 1224, 2282]
divider: [788, 1651, 955, 1652]
theatre-ad: [1002, 1474, 1224, 1704]
divider: [1030, 923, 1196, 924]
divider: [306, 1146, 473, 1147]
section-heading: ΑΙ ΠΕΡΙΦΗΜΟΙ ΠΙΣΤΩΣΕΙΣ: [288, 272, 491, 287]
news-item: Ὡς γνωστόν, μιᾶς διεξάγονται εἰς τὴν Ἀθήναις ἀρχαιρεσίαι τοῦ Συλλόγου τῶν Ἐφημεριδοπωλῶν.: [1243, 291, 1447, 366]
telegram-number: Ἀριθ. 14: [1165, 1812, 1224, 1829]
article-text: Πᾶσα δίαιτα δύναται νὰ ἀποτελεσθῇ μὲ μερικοὺς κανόνας.: [1243, 944, 1447, 1000]
tomorrow-notice: ΑΥΡΙΟΝ: τὸ τέλος τῆς ἀπολογίας τοῦ Πέτρου Πρωτοπαπαδάκη.: [1243, 2243, 1447, 2299]
ad-at: ΕΙΣ ΤΟ ΘΕΑΤΡΟΝ: [1061, 1563, 1165, 1576]
article-text: Ἰδοὺ ἡ θέσις τοῦ Οἰκονομικοῦ ἀποκλεισμοῦ. Ὅταν ἡ Ἀγγλία ὁ ὁποῖος ἔδωκε τὸ δάνειον, ἡ Ἑλλὰς ἐξησφάλισεν ἀπὸ τὴν Ἀγγλικὴν ἀγορὰν ποσὰ ἀνάλογα μὲ τὰς ἀνάγκας της. Ἀλλὰ καὶ ἐκεῖ ἀκόμη ὁ ὅρος ἦτο ὅτι τὰ χρήματα θὰ ἐχρησιμοποιοῦντο μόνον διὰ τὴν ἀγορὰν ὑλικοῦ ἐν Ἀγγλίᾳ, καὶ ἐὰν ἐγκρίνῃ τοῦτο ὁ Ἄγγλος σύμβουλος.: [519, 2109, 742, 2359]
article-text: Ἡ δωδεκάτη κατηγορία λέγει ὅτι ἀπεσύρθησαν ἐκ τῆς Θράκης δυνάμεις· ἐπὶ τούτου ἀπήντησεν ἤδη ὁ ἀρμόδιος ἐπὶ τῶν Στρατιωτικῶν. Ἐρχόμαι ἤδη εἰς τὴν 13ην κατηγορίαν, λέγουσαν ὅτι διὰ τῆς συμβάσεως ἐχρησιμοποιήσαμεν τὰς πιστώσεις τὰς ὁποίας εἶχον αἱ Σύμμαχοι Δυνάμεις εἰς τὸ ὄνομά μας. Ἀπαντῶ ὅτι αἱ πιστώσεις αὗται ἐξηντλήθησαν ὑπὸ τῆς προηγουμένης Κυβερνήσεως καὶ ἀπὸ τοῦ 1918 μέχρι τῆς ἐποχῆς ταύτης οὐδὲν ποσὸν ἐλάβομεν παρὰ τῶν Συμμάχων.: [278, 296, 501, 644]
ad-heading: ΟΙ ΚΤΗΜΑΤΙΑΙ: [1257, 1473, 1433, 1497]
poem-line: ἐγὼ στ' ἀργό σου πέρασμα, σὰν νὰ μὴ τοῦ ἀγαπῶ.: [1002, 1109, 1199, 1141]
telegram-destination: Ἀθήνας: [1094, 1833, 1148, 1850]
section-subheading: Διὰ τοὺς παχυσάρκους: [1269, 920, 1421, 935]
ad-subtitle: Γενικὸς Ἀντιπρόσωπος: ΚΩΣΤΑΣ ΚΑΖΑΚΟΣ: [1259, 1716, 1431, 1748]
article-text: Αἱ ἔτερες συμβάσεις ὑπογραφεῖσαι τῷ 1919 ἐδιδόν 50 ἑκατομμύρια ἡ Γαλλία καὶ 50 ἡ Ἀγγλία. Συνομολογήθη ἐκεῖ ὅτι αἱ πιστώσεις δὲν ἠδύναντο νὰ ὑπερβῶσι τὰ 850 ἑκατομμύρια. Ἀπὸ τῆς 1ης Νοεμβρίου 1920 ἐκ τῶν συμβάσεων τούτων οὐδὲν ἐλήφθη. Αἱ πιστώσεις ἐχρησιμοποιήθησαν διὰ τὴν ἀγορὰν πολεμικοῦ ὑλικοῦ καὶ τροφίμων. Ὅταν ἦλθεν ἡ Κυβέρνησις τῆς 1ης Νοεμβρίου εὑρῆκε τὰ ταμεῖα κενὰ καὶ τὰς πιστώσεις ἐξηντλημένας.: [278, 649, 501, 957]
article-text: 2) Νὰ μὴ πίνητε πολὺ νερὸ κατὰ τὸ φαγητόν.: [1243, 1085, 1447, 1121]
column-2: [278, 74, 501, 2066]
article-text: ΠΡΩΤΟΠΑΠΑΔΑΚΗΣ. Ἐρχόμεθα τώρα ἡ 14η κατηγορία καθ' ἣν ἐγὼ ἐσφετερίσθην ποσὸν ἐκ τῶν δημοσίων χρημάτων. Ἡ κατηγορία αὕτη στηρίζεται εἰς ἕν τηλεγράφημα τοῦ κ. Γούναρη, τὸ ὁποῖον ἀπεστάλη ἐκ Λονδίνου καὶ διὰ τοῦ ὁποίου ἀνεφέρετο ὅτι ἡ Ἀγγλικὴ Κυβέρνησις θὰ ἔθετε εἰς τὴν διάθεσιν μας ὡρισμένα ποσά. Κατὰ τὸ διάστημα τῆς ἀπουσίας τοῦ κ. Πρωθυπουργοῦ εἰς τὴν Ἀγγλίαν ἐζητήσαμεν ἐκ νέου χρήματα καὶ ἡ ἀπάντησις ὑπῆρξεν ἀρνητική· οὐδεὶς διέτρεχεν κίνδυνον καὶ ἐξαπατήθη οὐδεὶς.: [761, 1750, 983, 2137]
news-item: Χθὲς τῆς μεσημβρίας τοῦτο χιονοθύελλα ἐπέσκηψεν εἰς τὴν Θεσσαλονίκην.: [1243, 490, 1447, 565]
